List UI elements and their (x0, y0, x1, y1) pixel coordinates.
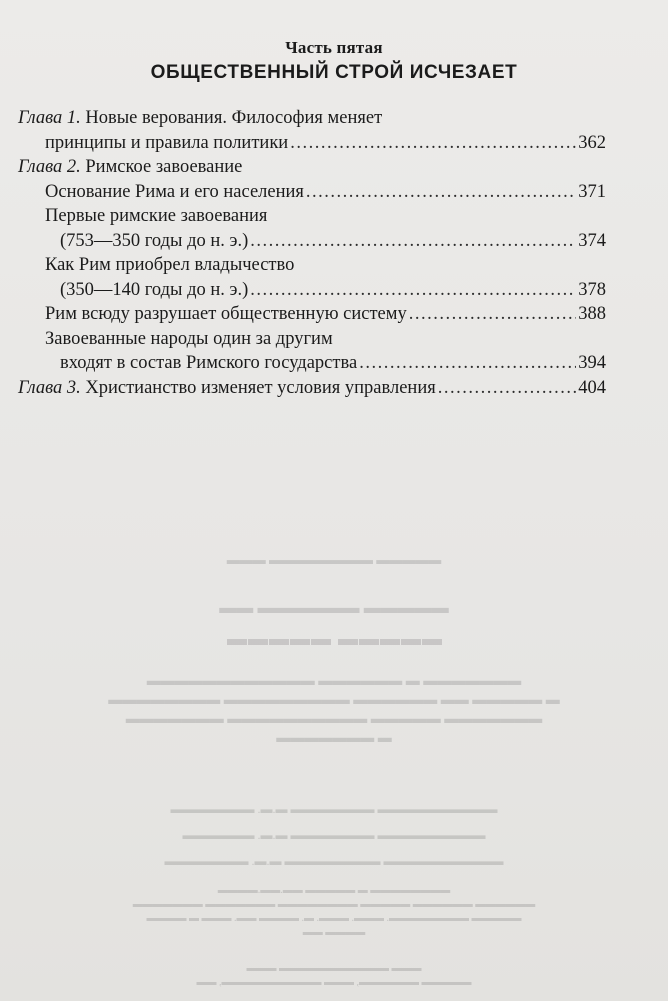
table-of-contents (18, 106, 606, 400)
bleed-through-text: ▬▬▬ ▬▬▬▬▬▬▬▬▬▬▬ ▬▬▬ ▬▬▬▬▬ ▬▬▬▬▬▬, ▬▬▬ ▬▬▬▬▬▬▬▬▬▬, ▬▬ (196, 963, 472, 988)
toc-entry-section-5 (18, 351, 606, 376)
toc-section-3-line1 (18, 253, 606, 278)
section-5-page: 394 (578, 353, 606, 373)
section-2-title-line1: Первые римские завоевания (45, 206, 268, 226)
section-1-title: Основание Рима и его населения (45, 181, 304, 202)
bleed-through-text: ▬▬▬▬▬▬▬▬▬▬ ▬▬▬▬▬▬▬ ▬.▬. ▬▬▬▬▬▬▬ ▬▬▬▬▬▬▬▬▬ ▬▬▬▬▬▬▬ ▬.▬. ▬▬▬▬▬▬ ▬▬▬▬▬▬▬▬▬▬ ▬▬▬▬▬▬▬▬ ▬.▬. ▬▬▬▬▬▬▬ (164, 802, 504, 868)
toc-entry-section-1 (18, 180, 606, 205)
bleed-through-text: ▬▬▬▬▬ ▬▬▬▬▬▬ ▬▬ (219, 598, 449, 617)
section-5-title-line1: Завоеванные народы один за другим (45, 328, 333, 349)
toc-entry-section-4 (18, 302, 606, 327)
toc-section-2-line1 (18, 204, 606, 229)
bleed-through-text: ▬▬▬▬▬ ▬▬▬▬▬ (226, 628, 442, 650)
dot-leader (438, 376, 577, 401)
part-title: ОБЩЕСТВЕННЫЙ СТРОЙ ИСЧЕЗАЕТ (150, 62, 518, 83)
section-3-title-line2: (350—140 годы до н. э.) (60, 279, 249, 300)
section-4-page: 388 (578, 304, 606, 324)
chapter-2-label: Глава 2. (18, 157, 81, 177)
chapter-1-label: Глава 1. (18, 108, 81, 128)
section-5-title-line2: входят в состав Римского государства (60, 353, 358, 373)
chapter-1-page: 362 (578, 132, 606, 153)
toc-chapter-2-heading (18, 155, 606, 180)
section-3-page: 378 (578, 279, 606, 300)
toc-entry-section-3 (18, 278, 606, 303)
part-label: Часть пятая (285, 38, 383, 57)
chapter-3-page: 404 (578, 377, 606, 398)
chapter-1-title-line2: принципы и правила политики (45, 132, 289, 153)
section-2-page: 374 (578, 230, 606, 251)
section-1-page: 371 (578, 181, 606, 202)
section-3-title-line1: Как Рим приобрел владычество (45, 255, 295, 275)
toc-entry-section-2 (18, 229, 606, 254)
chapter-1-title-line1: Новые верования. Философия меняет (80, 108, 383, 128)
dot-leader (306, 180, 576, 205)
toc-entry-chapter-3 (18, 376, 606, 401)
chapter-3-title: Христианство изменяет условия управления (80, 377, 436, 398)
toc-entry-chapter-1 (18, 131, 606, 156)
toc-section-5-line1 (18, 327, 606, 352)
dot-leader (409, 302, 577, 327)
dot-leader (359, 351, 576, 376)
bleed-through-text: ▬▬▬▬▬▬▬ ▬ ▬▬▬▬▬▬ ▬▬▬▬▬▬▬▬▬▬▬▬ ▬ ▬▬▬▬▬ ▬▬ ▬▬▬▬▬▬ ▬▬▬▬▬▬▬▬▬ ▬▬▬▬▬▬▬▬ ▬▬▬▬▬▬▬ ▬▬▬▬▬ ▬▬▬▬▬▬▬▬▬▬ ▬▬▬▬▬▬▬ ▬ ▬▬▬▬▬▬▬ (108, 674, 560, 746)
section-4-title: Рим всюду разрушает общественную систему (45, 304, 407, 324)
bleed-through-text: ▬▬▬▬▬▬▬▬ ▬ ▬▬▬▬▬ ▬▬.▬▬.▬▬▬▬ ▬▬▬▬▬▬ ▬▬▬▬▬▬ ▬▬▬▬▬ ▬▬▬▬▬▬▬▬ ▬▬▬▬▬▬▬ ▬▬▬▬▬▬▬ ▬▬▬▬▬ ▬▬▬▬▬▬▬▬. ▬▬▬. ▬▬▬. ▬. ▬▬▬▬ ▬▬. ▬▬▬ ▬ ▬▬▬▬ ▬▬▬▬ ▬▬ (132, 885, 536, 938)
chapter-3-label: Глава 3. (18, 377, 81, 398)
chapter-2-title: Римское завоевание (80, 157, 243, 177)
dot-leader (290, 131, 576, 156)
dot-leader (250, 229, 576, 254)
section-2-title-line2: (753—350 годы до н. э.) (60, 230, 249, 251)
toc-chapter-1-heading (18, 106, 606, 131)
bleed-through-text: ▬▬▬▬▬ ▬▬▬▬▬▬▬▬ ▬▬▬ (226, 552, 442, 567)
dot-leader (250, 278, 576, 303)
